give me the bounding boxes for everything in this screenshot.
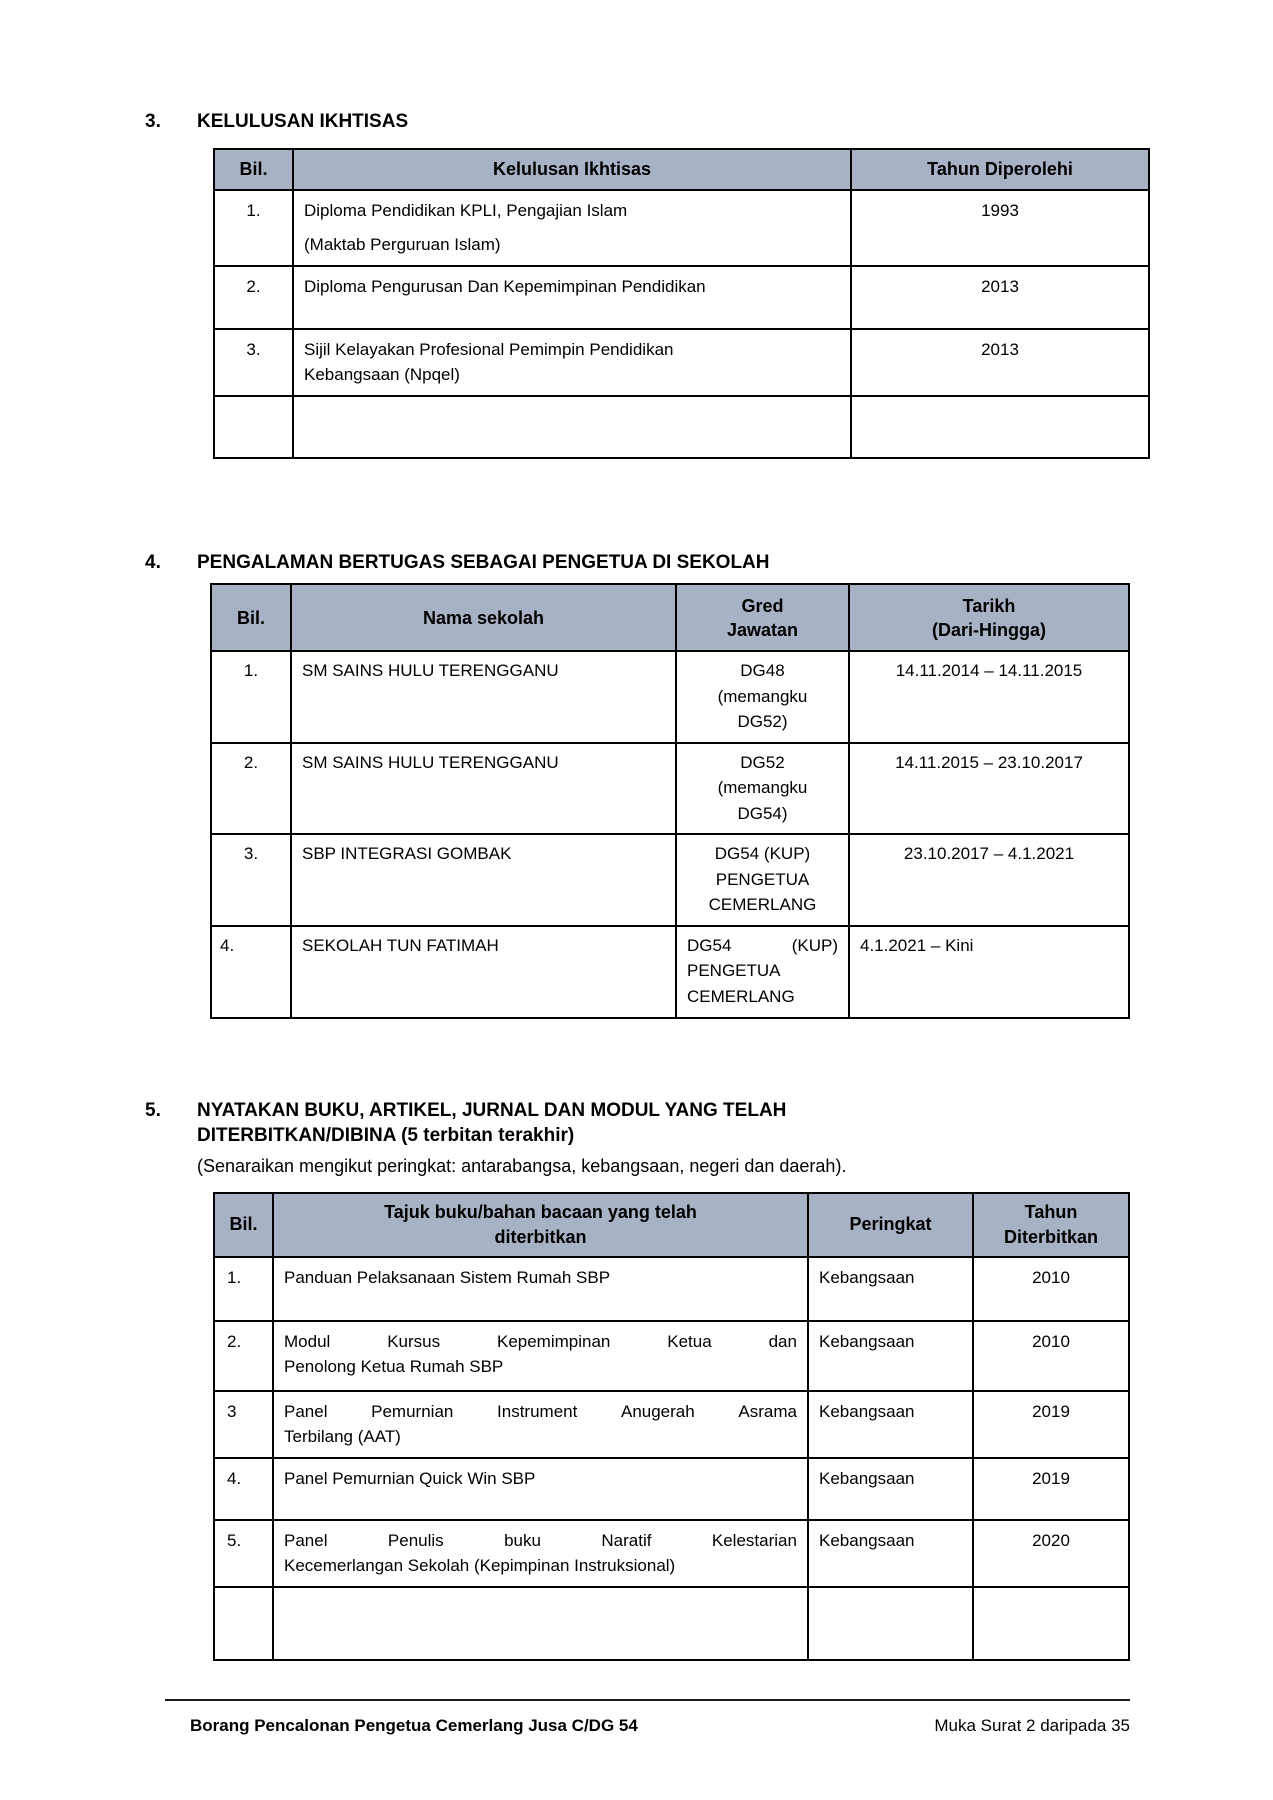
gred-jawatan-cell: DG54 (KUP) PENGETUA CEMERLANG: [676, 834, 849, 926]
section-3-heading: [145, 110, 1273, 135]
footer-divider: [165, 1699, 1130, 1701]
table-header-row: [214, 149, 1149, 190]
section-3-title: KELULUSAN IKHTISAS: [197, 111, 409, 132]
tahun-cell: 2020: [973, 1520, 1129, 1587]
tajuk-cell: [273, 1391, 808, 1458]
kelulusan-cell: [293, 396, 851, 458]
table-row: [214, 1520, 1129, 1587]
section-5-number: 5.: [145, 1099, 161, 1121]
table-row: [214, 1458, 1129, 1520]
tahun-cell: 2010: [973, 1321, 1129, 1391]
bil-cell: 4.: [214, 1458, 273, 1520]
table-row: [211, 743, 1129, 835]
tajuk-cell: [273, 1520, 808, 1587]
table-kelulusan-ikhtisas: [213, 148, 1150, 459]
gred-rest: PENGETUA CEMERLANG: [687, 961, 795, 1006]
tajuk-line1: Panduan Pelaksanaan Sistem Rumah SBP: [284, 1267, 611, 1287]
nama-sekolah-cell: SEKOLAH TUN FATIMAH: [291, 926, 676, 1018]
bil-cell: 1.: [211, 651, 291, 743]
table-pengalaman-pengetua: [210, 583, 1130, 1019]
col-header-kelulusan: Kelulusan Ikhtisas: [293, 149, 851, 190]
page-footer: [190, 1715, 1130, 1737]
tajuk-cell: [273, 1321, 808, 1391]
tajuk-line1: Panel Pemurnian Quick Win SBP: [284, 1468, 536, 1488]
peringkat-cell: Kebangsaan: [808, 1391, 973, 1458]
peringkat-cell: Kebangsaan: [808, 1321, 973, 1391]
section-4-heading: [145, 551, 1273, 576]
tajuk-cell: [273, 1587, 808, 1660]
tarikh-cell: 14.11.2015 – 23.10.2017: [849, 743, 1129, 835]
kelulusan-line1: Diploma Pengurusan Dan Kepemimpinan Pendidikan: [304, 276, 706, 296]
gred-jawatan-cell: [676, 926, 849, 1018]
peringkat-cell: Kebangsaan: [808, 1520, 973, 1587]
tahun-cell: [973, 1587, 1129, 1660]
tahun-cell: 2013: [851, 329, 1149, 396]
tahun-cell: [851, 396, 1149, 458]
tajuk-line2: Penolong Ketua Rumah SBP: [284, 1357, 504, 1377]
bil-cell: 3: [214, 1391, 273, 1458]
bil-cell: 2.: [214, 1321, 273, 1391]
tajuk-line1: Panel Pemurnian Instrument Anugerah Asrama: [284, 1401, 797, 1421]
col-header-bil: Bil.: [214, 1193, 273, 1257]
col-header-tajuk: Tajuk buku/bahan bacaan yang telah diterbitkan: [273, 1193, 808, 1257]
tarikh-cell: 4.1.2021 – Kini: [849, 926, 1129, 1018]
gred-jawatan-cell: DG48 (memangku DG52): [676, 651, 849, 743]
table-row: [214, 190, 1149, 266]
table-header-row: [214, 1193, 1129, 1257]
kelulusan-line1: Sijil Kelayakan Profesional Pemimpin Pendidikan Kebangsaan (Npqel): [304, 339, 674, 385]
table-row: [214, 329, 1149, 396]
kelulusan-cell: [293, 266, 851, 329]
kelulusan-cell: [293, 329, 851, 396]
bil-cell: 2.: [211, 743, 291, 835]
col-header-tahun-diperolehi: Tahun Diperolehi: [851, 149, 1149, 190]
bil-cell: 1.: [214, 190, 293, 266]
col-header-gred-jawatan: Gred Jawatan: [676, 584, 849, 651]
col-header-nama-sekolah: Nama sekolah: [291, 584, 676, 651]
tajuk-line1: Panel Penulis buku Naratif Kelestarian: [284, 1530, 797, 1550]
table-row-empty: [214, 1587, 1129, 1660]
section-5-title: NYATAKAN BUKU, ARTIKEL, JURNAL DAN MODUL YANG TELAH DITERBITKAN/DIBINA (5 terbitan terakhir): [197, 1099, 787, 1146]
section-5-note: (Senaraikan mengikut peringkat: antarabangsa, kebangsaan, negeri dan daerah).: [197, 1156, 847, 1177]
bil-cell: 4.: [211, 926, 291, 1018]
peringkat-cell: Kebangsaan: [808, 1458, 973, 1520]
table-row: [214, 266, 1149, 329]
table-row: [214, 1391, 1129, 1458]
tarikh-cell: 14.11.2014 – 14.11.2015: [849, 651, 1129, 743]
tarikh-cell: 23.10.2017 – 4.1.2021: [849, 834, 1129, 926]
peringkat-cell: [808, 1587, 973, 1660]
bil-cell: 3.: [211, 834, 291, 926]
nama-sekolah-cell: SBP INTEGRASI GOMBAK: [291, 834, 676, 926]
tahun-cell: 1993: [851, 190, 1149, 266]
table-row: [214, 1321, 1129, 1391]
bil-cell: 2.: [214, 266, 293, 329]
tajuk-cell: [273, 1458, 808, 1520]
tajuk-line1: Modul Kursus Kepemimpinan Ketua dan: [284, 1331, 797, 1351]
footer-form-title: Borang Pencalonan Pengetua Cemerlang Jusa C/DG 54: [190, 1715, 638, 1735]
nama-sekolah-cell: SM SAINS HULU TERENGGANU: [291, 651, 676, 743]
gred-jawatan-cell: DG52 (memangku DG54): [676, 743, 849, 835]
kelulusan-line2: (Maktab Perguruan Islam): [304, 235, 501, 255]
section-4-title: PENGALAMAN BERTUGAS SEBAGAI PENGETUA DI SEKOLAH: [197, 551, 770, 573]
kelulusan-line1: Diploma Pendidikan KPLI, Pengajian Islam: [304, 200, 628, 220]
bil-cell: 3.: [214, 329, 293, 396]
col-header-bil: Bil.: [214, 149, 293, 190]
table-row: [211, 834, 1129, 926]
col-header-tahun-diterbitkan: Tahun Diterbitkan: [973, 1193, 1129, 1257]
tajuk-line2: Kecemerlangan Sekolah (Kepimpinan Instruksional): [284, 1556, 676, 1576]
section-3-number: 3.: [145, 111, 161, 132]
table-terbitan: [213, 1192, 1130, 1661]
col-header-peringkat: Peringkat: [808, 1193, 973, 1257]
tahun-cell: 2010: [973, 1257, 1129, 1321]
tajuk-cell: [273, 1257, 808, 1321]
bil-cell: 1.: [214, 1257, 273, 1321]
table-row: [211, 926, 1129, 1018]
tahun-cell: 2019: [973, 1391, 1129, 1458]
col-header-tarikh: Tarikh (Dari-Hingga): [849, 584, 1129, 651]
section-5-heading: [145, 1099, 1273, 1179]
bil-cell: [214, 1587, 273, 1660]
tajuk-line2: Terbilang (AAT): [284, 1427, 401, 1447]
nama-sekolah-cell: SM SAINS HULU TERENGGANU: [291, 743, 676, 835]
bil-cell: 5.: [214, 1520, 273, 1587]
gred-line1: DG54 (KUP): [687, 935, 838, 955]
table-header-row: [211, 584, 1129, 651]
table-row: [214, 1257, 1129, 1321]
peringkat-cell: Kebangsaan: [808, 1257, 973, 1321]
table-row: [211, 651, 1129, 743]
col-header-bil: Bil.: [211, 584, 291, 651]
tahun-cell: 2019: [973, 1458, 1129, 1520]
tahun-cell: 2013: [851, 266, 1149, 329]
footer-page-number: Muka Surat 2 daripada 35: [934, 1715, 1130, 1735]
bil-cell: [214, 396, 293, 458]
kelulusan-cell: [293, 190, 851, 266]
section-4-number: 4.: [145, 551, 161, 573]
table-row-empty: [214, 396, 1149, 458]
